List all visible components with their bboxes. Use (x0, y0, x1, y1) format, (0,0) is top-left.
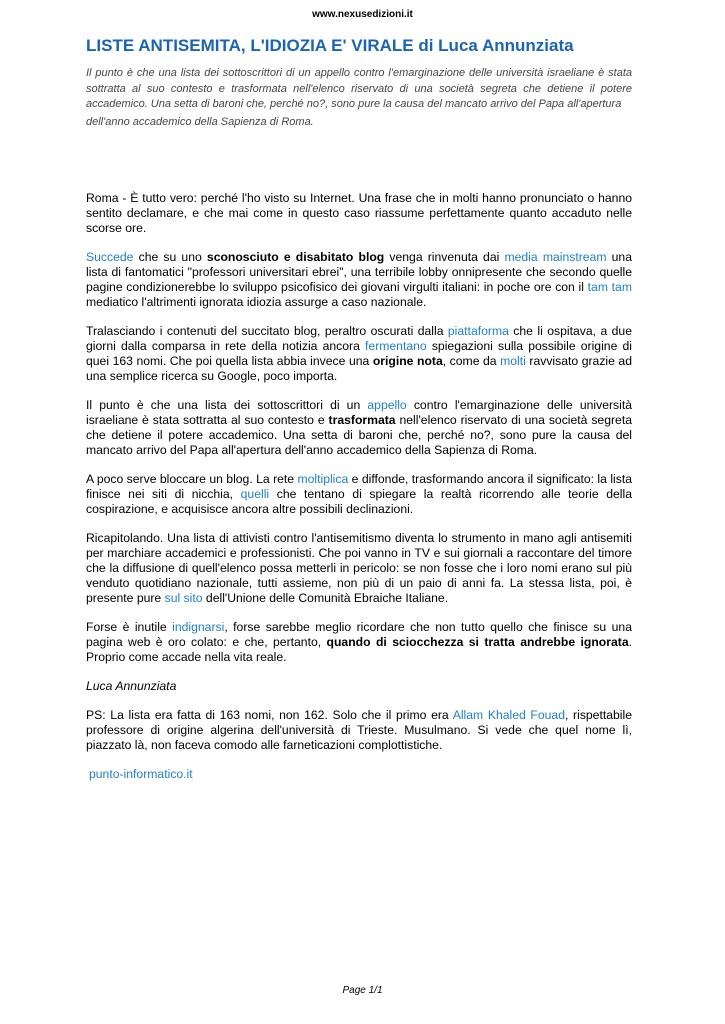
abstract-text: Il punto è che una lista dei sottoscrittori di un appello contro l'emarginazione delle università israeliane è stata sottratta al suo contesto e trasformata nell'elenco riservato di una società segreta che detiene il potere accademico. Una setta di baroni che, perché no?, sono pure la causa del mancato arrivo del Papa all'apertura (86, 67, 632, 110)
link-appello[interactable]: appello (367, 398, 407, 412)
link-fermentano[interactable]: fermentano (365, 339, 427, 353)
link-sul-sito[interactable]: sul sito (164, 591, 203, 605)
site-url: www.nexusedizioni.it (312, 9, 413, 20)
link-tam-tam[interactable]: tam tam (587, 280, 632, 294)
paragraph-7: Forse è inutile indignarsi, forse sarebbe meglio ricordare che non tutto quello che finisce su una pagina web è oro colato: e che, pertanto, quando di sciocchezza si tratta andrebbe ignorata. Proprio come accade nella vita reale. (86, 620, 632, 664)
paragraph-2: Succede che su uno sconosciuto e disabitato blog venga rinvenuta dai media mainstream una lista di fantomatici "professori universitari ebrei", una terribile lobby onnipresente che secondo quelle pagine condizionerebbe lo sviluppo psicofisico dei giovani virgulti italiani: in poche ore con il tam tam mediatico l'altrimenti ignorata idiozia assurge a caso nazionale. (86, 250, 632, 309)
author-signature: Luca Annunziata (86, 679, 177, 693)
abstract-tail: dell'anno accademico della Sapienza di Roma. (86, 115, 314, 128)
link-molti[interactable]: molti (500, 354, 526, 368)
article-title: LISTE ANTISEMITA, L'IDIOZIA E' VIRALE di Luca Annunziata (86, 36, 574, 55)
paragraph-6: Ricapitolando. Una lista di attivisti contro l'antisemitismo diventa lo strumento in mano agli antisemiti per marchiare accademici e professionisti. Che poi vanno in TV e sui giornali a raccontare del timore che la diffusione di quell'elenco possa metterli in pericolo: se non fosse che i loro nomi erano sul più venduto quotidiano nazionale, tutti assieme, non più di un paio di anni fa. La stessa lista, poi, è presente pure sul sito dell'Unione delle Comunità Ebraiche Italiane. (86, 531, 632, 605)
postscript: PS: La lista era fatta di 163 nomi, non 162. Solo che il primo era Allam Khaled Fouad, rispettabile professore di origine algerina dell'università di Trieste. Musulmano. Si vede che quel nome lì, piazzato là, non faceva comodo alle farneticazioni complottistiche. (86, 708, 632, 752)
paragraph-5: A poco serve bloccare un blog. La rete moltiplica e diffonde, trasformando ancora il significato: la lista finisce nei siti di nicchia, quelli che tentano di spiegare la realtà ricorrendo alle teorie della cospirazione, e acquisisce ancora altre possibili declinazioni. (86, 472, 632, 516)
link-quelli[interactable]: quelli (240, 487, 270, 501)
paragraph-3: Tralasciando i contenuti del succitato blog, peraltro oscurati dalla piattaforma che li ospitava, a due giorni dalla comparsa in rete della notizia ancora fermentano spiegazioni sulla possibile origine di quei 163 nomi. Che poi quella lista abbia invece una origine nota, come da molti ravvisato grazie ad una semplice ricerca su Google, poco importa. (86, 324, 632, 383)
paragraph-1: Roma - È tutto vero: perché l'ho visto su Internet. Una frase che in molti hanno pronunciato o hanno sentito declamare, e che mai come in questo caso riassume perfettamente quanto accaduto nelle scorse ore. (86, 191, 632, 235)
source-link[interactable]: punto-informatico.it (89, 767, 193, 781)
article-abstract (86, 66, 632, 130)
link-indignarsi[interactable]: indignarsi (172, 620, 225, 634)
link-piattaforma[interactable]: piattaforma (447, 324, 509, 338)
link-allam-khaled-fouad[interactable]: Allam Khaled Fouad (452, 708, 565, 722)
page-number: Page 1/1 (342, 985, 383, 996)
link-media-mainstream[interactable]: media mainstream (504, 250, 607, 264)
source-paragraph (86, 767, 632, 782)
link-moltiplica[interactable]: moltiplica (297, 472, 349, 486)
paragraph-4: Il punto è che una lista dei sottoscrittori di un appello contro l'emarginazione delle università israeliane è stata sottratta al suo contesto e trasformata nell'elenco riservato di una società segreta che detiene il potere accademico. Una setta di baroni che, perché no?, sono pure la causa del mancato arrivo del Papa all'apertura dell'anno accademico della Sapienza di Roma. (86, 398, 633, 457)
link-succede[interactable]: Succede (86, 250, 134, 264)
article-body (86, 191, 632, 796)
